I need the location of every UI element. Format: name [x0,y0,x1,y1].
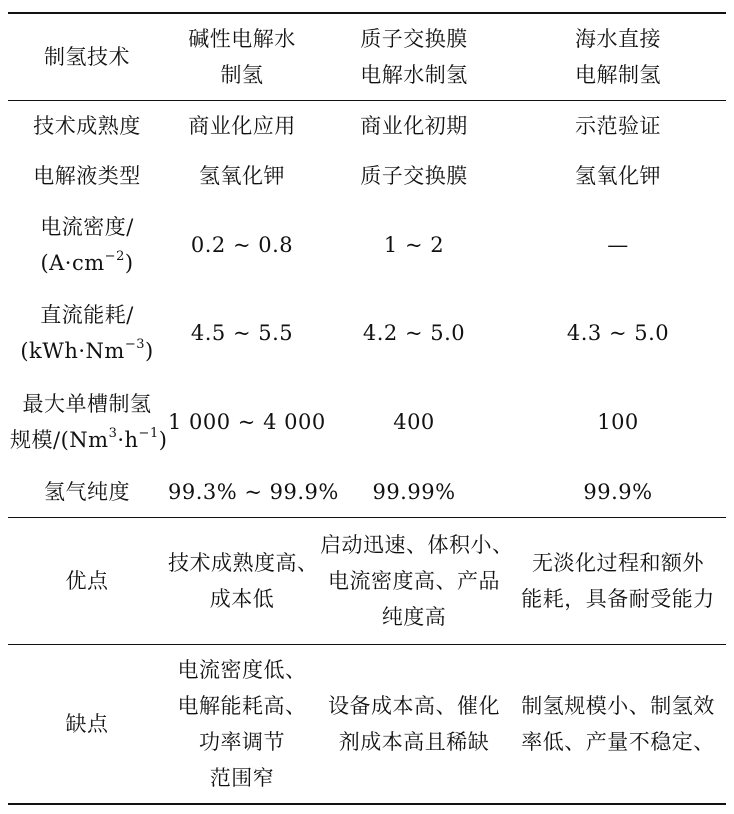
table-cell: 100 [597,410,639,434]
table-row-advantages [8,518,726,645]
row-label: 技术成熟度 [8,101,166,152]
header-row [8,13,726,101]
table-row-max-scale [8,377,726,467]
table-cell: 99.99% [372,480,456,504]
table-cell: 4.3 ~ 5.0 [566,321,670,345]
table-cell: 99.9% [583,480,653,504]
header-cell-pem: 质子交换膜 电解水制氢 [318,13,510,101]
header-cell-seawater: 海水直接 电解制氢 [510,13,726,101]
table-row-disadvantages [8,645,726,805]
header-cell-label: 制氢技术 [8,13,166,101]
table-cell: 1 000 ~ 4 000 [168,410,326,434]
table-cell: — [607,233,629,257]
row-label: 缺点 [8,645,166,805]
table-cell: 4.5 ~ 5.5 [190,321,294,345]
row-label: 优点 [8,518,166,645]
table-cell: 氢氧化钾 [575,164,661,188]
table-cell: 启动迅速、体积小、 电流密度高、产品 纯度高 [318,518,510,645]
hydrogen-tech-comparison-table [8,12,726,805]
table-cell: 无淡化过程和额外 能耗，具备耐受能力 [510,518,726,645]
table-cell: 示范验证 [510,101,726,152]
table-row-electrolyte [8,151,726,201]
row-label: 电流密度/ $(A\cdot cm^{-2})$ [40,215,134,275]
table-cell: 质子交换膜 [360,164,468,188]
table-row-dc-energy [8,289,726,377]
table-cell: 设备成本高、催化 剂成本高且稀缺 [318,645,510,805]
table-row-purity [8,467,726,518]
table-cell: 氢氧化钾 [199,164,285,188]
table-cell: 电流密度低、 电解能耗高、 功率调节 范围窄 [166,645,318,805]
row-label: 电解液类型 [33,164,141,188]
header-cell-alkaline: 碱性电解水 制氢 [166,13,318,101]
table-cell: 99.3% ~ 99.9% [168,480,339,504]
table-cell: 技术成熟度高、 成本低 [166,518,318,645]
table-cell: 制氢规模小、制氢效 率低、产量不稳定、 [510,645,726,805]
table-row-current-density [8,201,726,289]
table-cell: 1 ~ 2 [383,233,445,257]
table-cell: 4.2 ~ 5.0 [362,321,466,345]
table-cell: 商业化应用 [166,101,318,152]
table-cell: 0.2 ~ 0.8 [190,233,294,257]
row-label: 最大单槽制氢 规模$/(Nm^3\cdot h^{-1})$ [10,392,168,452]
row-label: 氢气纯度 [44,480,130,504]
table-cell: 400 [393,410,435,434]
table-cell: 商业化初期 [318,101,510,152]
table-row-maturity [8,101,726,152]
row-label: 直流能耗/ $(kWh\cdot Nm^{-3})$ [20,303,154,363]
